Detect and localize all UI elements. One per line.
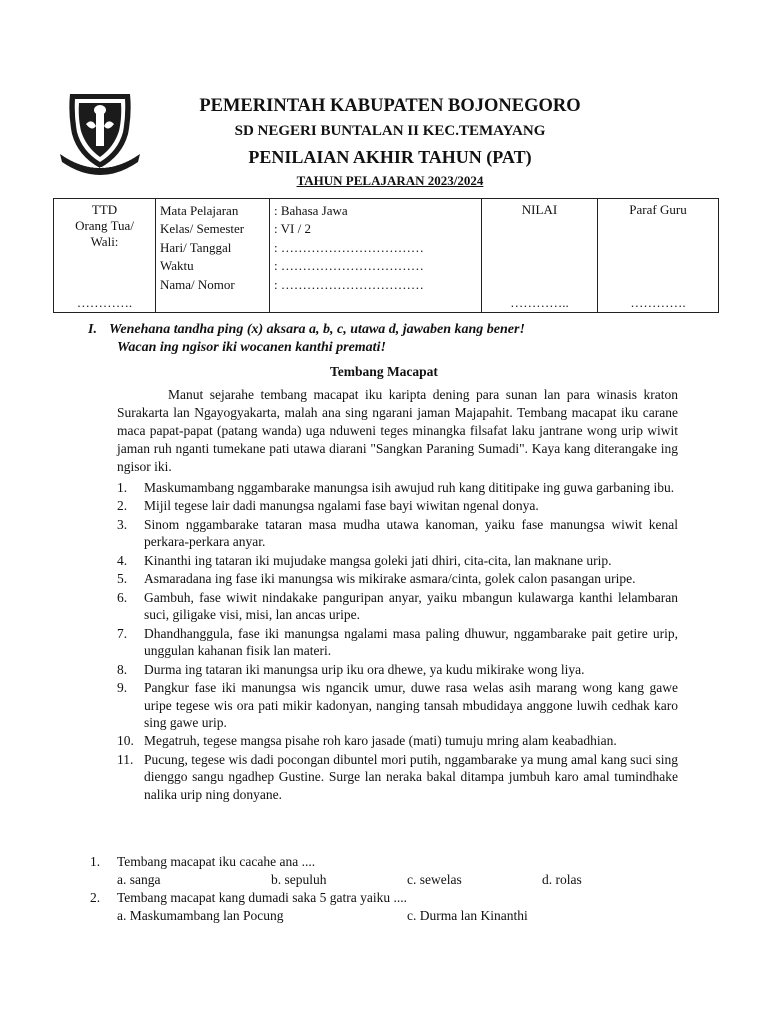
reading-title: Tembang Macapat	[330, 364, 438, 379]
list-item	[117, 497, 678, 515]
list-item	[117, 589, 678, 624]
list-item-text: Mijil tegese lair dadi manungsa ngalami fase bayi wiwitan ngenal donya.	[144, 498, 539, 514]
field-label-time: Waktu	[160, 258, 194, 274]
header-school: SD NEGERI BUNTALAN II KEC.TEMAYANG	[234, 123, 546, 139]
ttd-label: TTD	[91, 202, 118, 217]
list-item-text: Gambuh, fase wiwit nindakake panguripan anyar, yaiku mbangun kulawarga kanthi lelambaran suci, giligake visi, misi, lan ancas uripe.	[144, 589, 678, 623]
list-item	[117, 661, 678, 679]
list-item-text: Asmaradana ing fase iki manungsa wis mikirake asmara/cinta, golek calon pasangan uripe.	[144, 571, 636, 587]
macapat-list	[117, 479, 678, 804]
list-item-text: Pangkur fase iki manungsa wis ngancik umur, duwe rasa welas asih marang wong kang gawe uripe tegese wis ora pati mikir kadonyan, nanging tansah mbudidaya anggone luwih cedhak karo sing gawe urip.	[144, 679, 678, 731]
list-item	[117, 679, 678, 732]
list-item-number: 3.	[117, 516, 128, 532]
list-item-number: 6.	[117, 589, 128, 605]
question-2-text: Tembang macapat kang dumadi saka 5 gatra yaiku ....	[117, 890, 407, 905]
field-labels-cell	[156, 199, 270, 313]
list-item	[117, 570, 678, 588]
list-item	[117, 732, 678, 750]
parent-signature-cell	[54, 199, 156, 313]
list-item-text: Pucung, tegese wis dadi pocongan dibuntel mori putih, nggambarake ya mung amal kang suci sing dienggo sangu ngadhep Gustine. Surge lan neraka bakal ditampa jumbuh karo amal tumindhake nalika urip ning donyane.	[144, 751, 678, 803]
field-label-class: Kelas/ Semester	[160, 221, 245, 237]
field-label-day: Hari/ Tanggal	[160, 239, 232, 255]
ttd-dots: ………….	[76, 295, 133, 310]
list-item-number: 5.	[117, 571, 128, 587]
list-item-number: 4.	[117, 552, 128, 568]
field-label-name: Nama/ Nomor	[160, 276, 235, 292]
field-label-subject: Mata Pelajaran	[160, 203, 239, 218]
list-item	[117, 479, 678, 497]
field-value-class: : VI / 2	[274, 221, 311, 237]
field-value-time: : ……………………………	[274, 258, 424, 274]
list-item-number: 2.	[117, 498, 128, 514]
field-value-day: : ……………………………	[274, 239, 424, 255]
list-item-number: 7.	[117, 625, 128, 641]
instruction-line-1: Wenehana tandha ping (x) aksara a, b, c, utawa d, jawaben kang bener!	[109, 322, 525, 337]
list-item-number: 10.	[117, 733, 134, 749]
question-1-option-d[interactable]: d. rolas	[542, 872, 582, 887]
question-1-option-b[interactable]: b. sepuluh	[271, 872, 327, 887]
list-item-text: Megatruh, tegese mangsa pisahe roh karo jasade (mati) tumuju mring alam keabadhian.	[144, 733, 617, 749]
list-item-text: Maskumambang nggambarake manungsa isih awujud ruh kang dititipake ing guwa garbaning ibu.	[144, 480, 675, 495]
list-item	[117, 751, 678, 804]
teacher-initial-label: Paraf Guru	[629, 202, 687, 217]
header-government: PEMERINTAH KABUPATEN BOJONEGORO	[199, 96, 581, 116]
header-school-year: TAHUN PELAJARAN 2023/2024	[296, 173, 484, 188]
teacher-initial-cell	[598, 199, 719, 313]
list-item	[117, 552, 678, 570]
student-info-table	[53, 198, 719, 313]
list-item-text: Kinanthi ing tataran iki mujudake mangsa goleki jati dhiri, cita-cita, lan maknane urip.	[144, 552, 612, 568]
question-1-text: Tembang macapat iku cacahe ana ....	[117, 854, 316, 869]
list-item	[117, 625, 678, 660]
ttd-label: Orang Tua/	[75, 218, 134, 233]
score-cell	[482, 199, 598, 313]
question-2-option-c[interactable]: c. Durma lan Kinanthi	[407, 908, 528, 923]
list-item-text: Sinom nggambarake tataran masa mudha utawa kanoman, yaiku fase manungsa wiwit kenal perkara-perkara anyar.	[144, 516, 678, 550]
question-1-number: 1.	[90, 854, 101, 869]
teacher-initial-dots: ………….	[630, 295, 686, 310]
header-exam-title: PENILAIAN AKHIR TAHUN (PAT)	[248, 147, 532, 167]
field-value-name: : ……………………………	[274, 276, 424, 292]
field-value-subject: : Bahasa Jawa	[274, 203, 348, 218]
list-item	[117, 516, 678, 551]
list-item-text: Dhandhanggula, fase iki manungsa ngalami masa paling dhuwur, nggambarake pait getire urip, unggulan kahanan fisik lan materi.	[144, 625, 678, 659]
question-1-option-c[interactable]: c. sewelas	[407, 872, 462, 887]
score-dots: …………..	[510, 295, 569, 310]
section-number: I.	[88, 322, 97, 337]
field-values-cell	[270, 199, 482, 313]
question-1-option-a[interactable]: a. sanga	[117, 872, 161, 887]
list-item-number: 1.	[117, 480, 128, 495]
list-item-number: 9.	[117, 679, 128, 695]
question-2-option-a[interactable]: a. Maskumambang lan Pocung	[117, 908, 284, 923]
list-item-text: Durma ing tataran iki manungsa urip iku ora dhewe, ya kudu mikirake wong liya.	[144, 661, 585, 677]
list-item-number: 11.	[117, 751, 134, 767]
instruction-line-2: Wacan ing ngisor iki wocanen kanthi premati!	[117, 340, 386, 355]
reading-paragraph: Manut sejarahe tembang macapat iku karipta dening para sunan lan para winasis kraton Surakarta lan Ngayogyakarta, malah ana sing ngarani jaman Majapahit. Tembang macapat iku carane maca papat-papat (patang wanda) uga nduweni teges minangka filsafat laku jantrane wong urip wiwit jaman ruh nganti tumekane pati utawa diarani "Sangkan Paraning Sumadi". Kaya kang diterangake ing ngisor iki.	[117, 387, 678, 474]
question-2-number: 2.	[90, 890, 101, 905]
bojonegoro-emblem-logo	[52, 84, 148, 180]
list-item-number: 8.	[117, 661, 128, 677]
score-label: NILAI	[521, 202, 558, 217]
ttd-label: Wali:	[90, 234, 119, 249]
